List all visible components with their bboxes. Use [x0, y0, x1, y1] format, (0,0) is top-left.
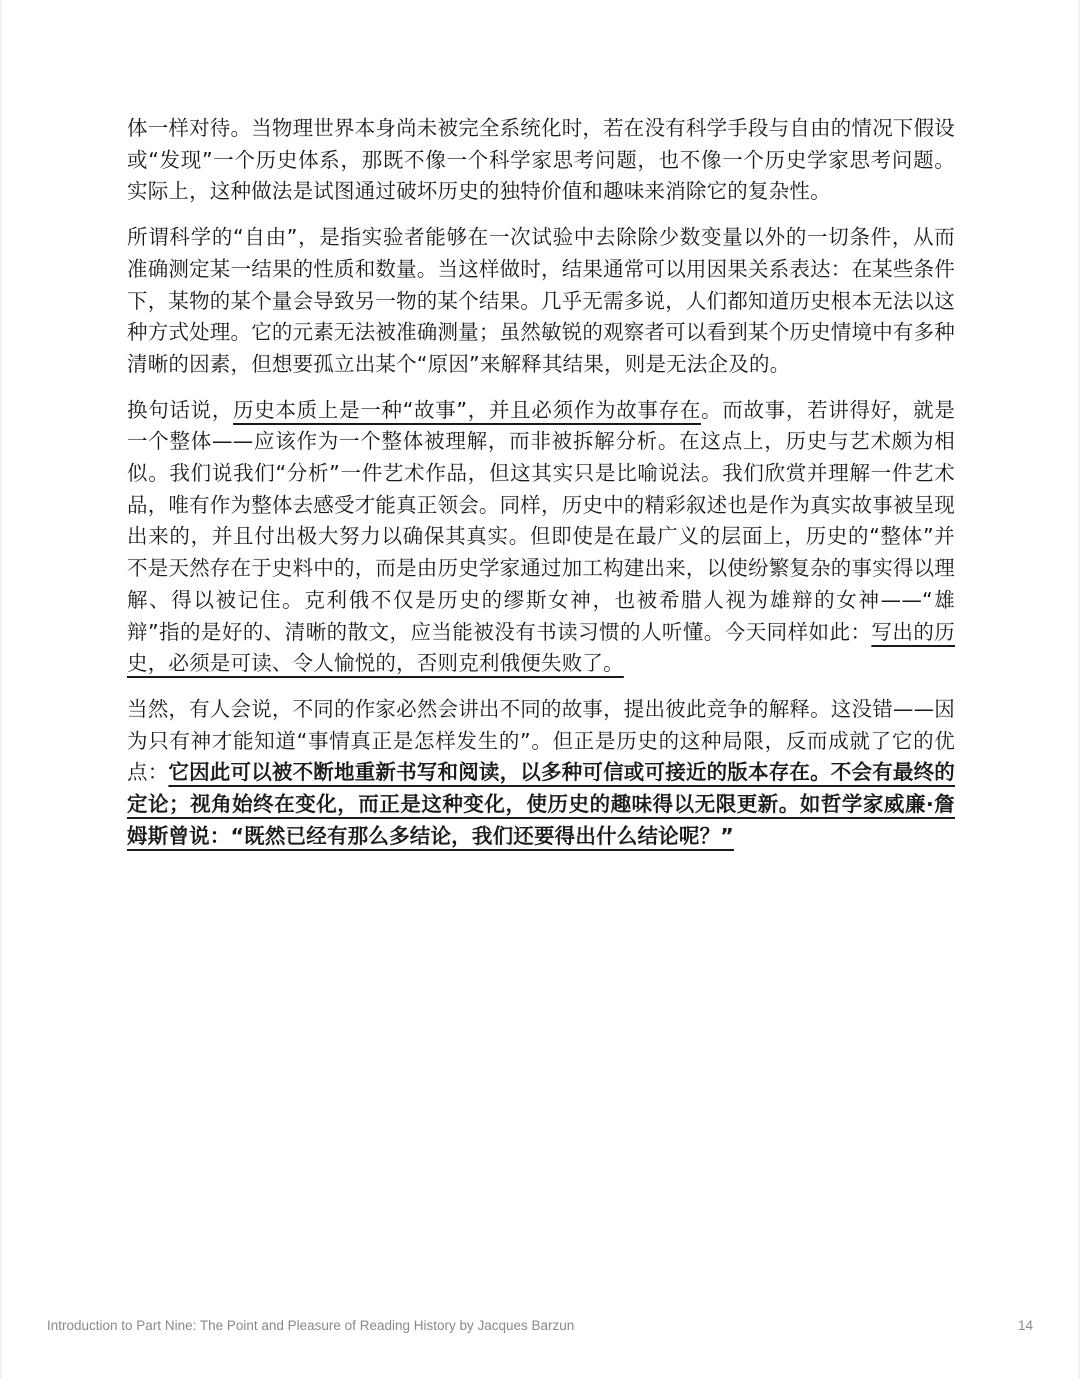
underlined-text: 历史本质上是一种“故事”，并且必须作为故事存在	[233, 397, 702, 422]
document-body	[127, 113, 955, 866]
page-edge-left	[0, 0, 2, 1378]
paragraph-text: 。而故事，若讲得好，就是一个整体——应该作为一个整体被理解，而非被拆解分析。在这点上，历史与艺术颇为相似。我们说我们“分析”一件艺术作品，但这其实只是比喻说法。我们欣赏并理解一件艺术品，唯有作为整体去感受才能真正领会。同样，历史中的精彩叙述也是作为真实故事被呈现出来的，并且付出极大努力以确保其真实。但即使是在最广义的层面上，历史的“整体”并不是天然存在于史料中的，而是由历史学家通过加工构建出来，以使纷繁复杂的事实得以理解、得以被记住。克利俄不仅是历史的缪斯女神，也被希腊人视为雄辩的女神——“雄辩”指的是好的、清晰的散文，应当能被没有书读习惯的人听懂。今天同样如此：	[127, 397, 956, 644]
paragraph-3	[127, 395, 955, 680]
paragraph-1	[127, 113, 955, 208]
footer-title: Introduction to Part Nine: The Point and Pleasure of Reading History by Jacques Barzun	[47, 1318, 575, 1333]
paragraph-text: 体一样对待。当物理世界本身尚未被完全系统化时，若在没有科学手段与自由的情况下假设或“发现”一个历史体系，那既不像一个科学家思考问题，也不像一个历史学家思考问题。实际上，这种做法是试图通过破坏历史的独特价值和趣味来消除它的复杂性。	[127, 116, 955, 204]
paragraph-2	[127, 222, 955, 381]
page-number: 14	[1017, 1318, 1033, 1333]
page-footer	[47, 1318, 1033, 1338]
paragraph-text: 当然，有人会说，不同的作家必然会讲出不同的故事，提出彼此竞争的解释。这没错——因为只有神才能知道“事情真正是怎样发生的”。但正是历史的这种局限，反而成就了它的优点：	[127, 696, 955, 785]
paragraph-text: 所谓科学的“自由”，是指实验者能够在一次试验中去除除少数变量以外的一切条件，从而准确测定某一结果的性质和数量。当这样做时，结果通常可以用因果关系表达：在某些条件下，某物的某个量会导致另一物的某个结果。几乎无需多说，人们都知道历史根本无法以这种方式处理。它的元素无法被准确测量；虽然敏锐的观察者可以看到某个历史情境中有多种清晰的因素，但想要孤立出某个“原因”来解释其结果，则是无法企及的。	[127, 225, 955, 376]
underlined-text: 写出的历史，必须是可读、令人愉悦的，否则克利俄便失败了。	[127, 619, 955, 676]
paragraph-text: 换句话说，	[127, 397, 234, 422]
paragraph-4	[127, 694, 955, 853]
bold-underlined-text: 它因此可以被不断地重新书写和阅读，以多种可信或可接近的版本存在。不会有最终的定论；视角始终在变化，而正是这种变化，使历史的趣味得以无限更新。如哲学家威廉·詹姆斯曾说：“既然已经有那么多结论，我们还要得出什么结论呢？”	[127, 760, 956, 848]
